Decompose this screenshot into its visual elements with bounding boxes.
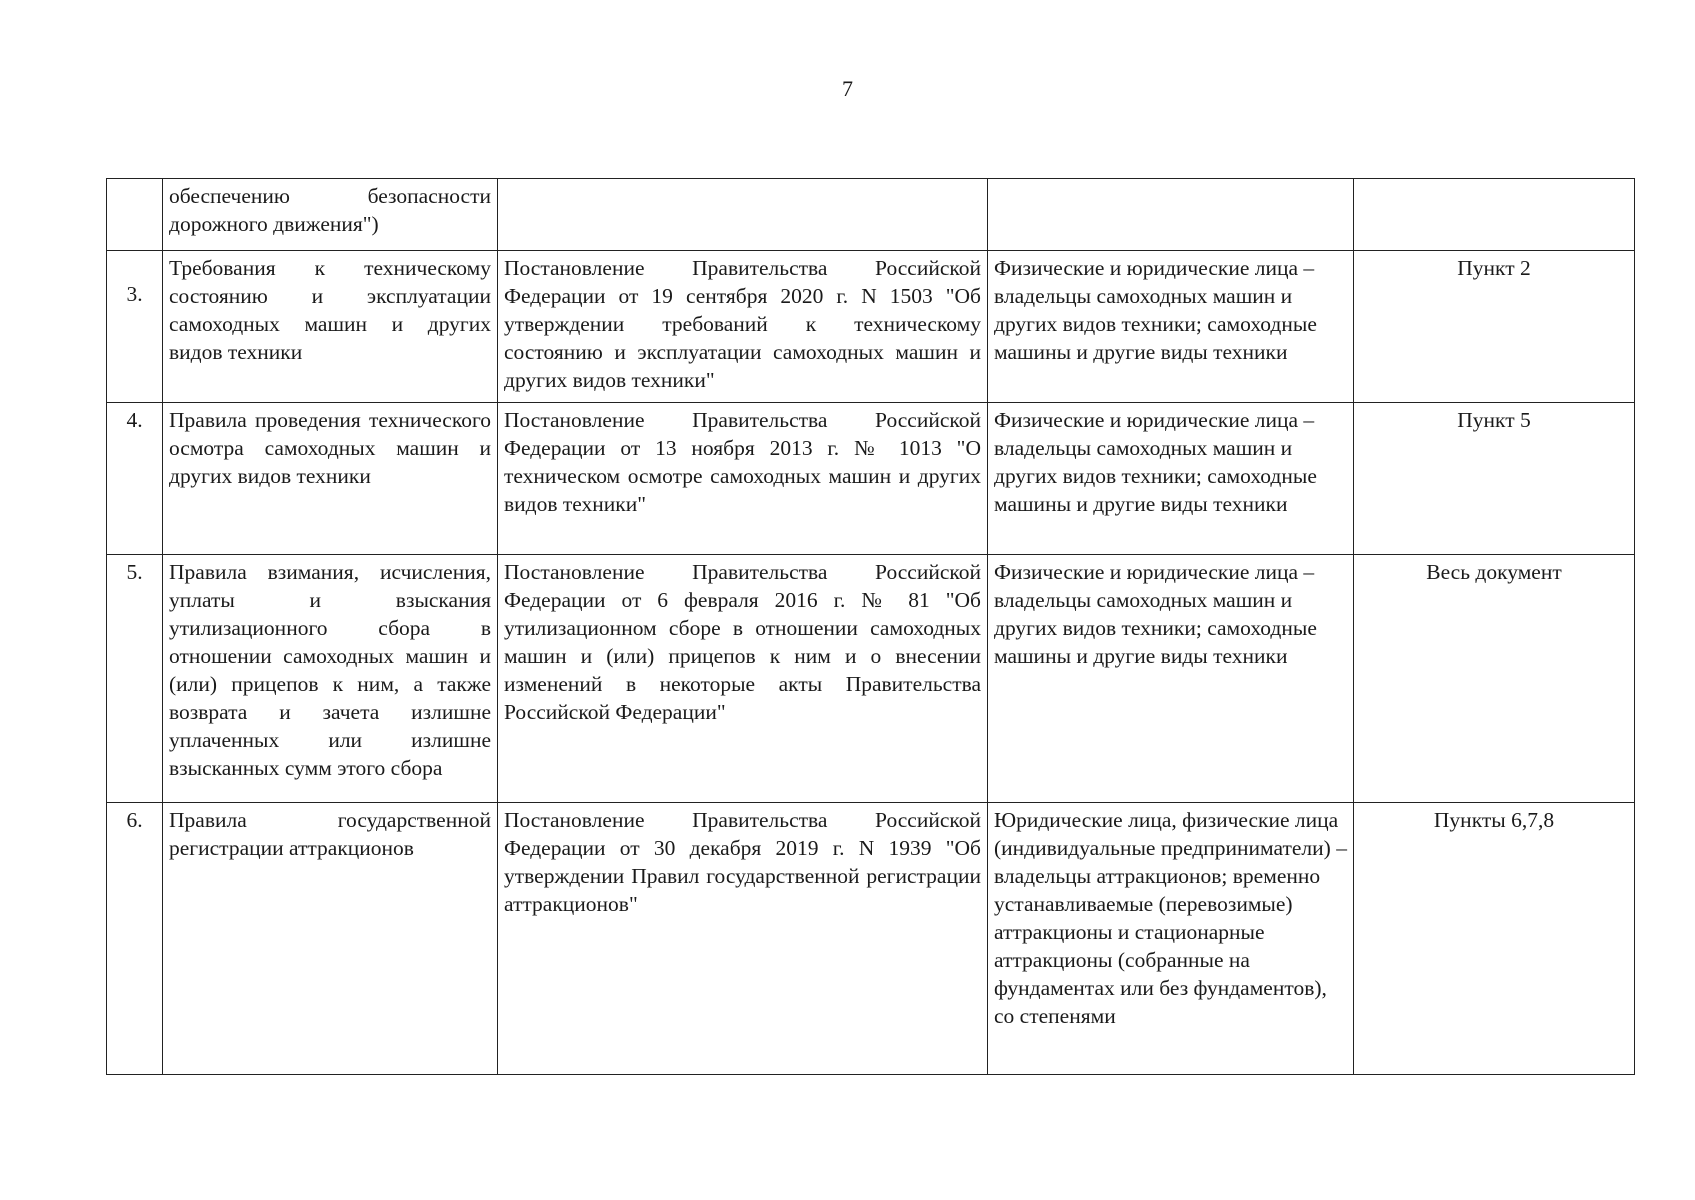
requirement-cell: Правила взимания, исчисления, уплаты и взыскания утилизационного сбора в отношении самоходных машин и (или) прицепов к ним, а также возврата и зачета излишне уплаченных или излишне взысканных сумм этого сбора [163, 555, 498, 803]
subjects-cell: Физические и юридические лица – владельцы самоходных машин и других видов техники; самоходные машины и другие виды техники [988, 403, 1354, 555]
table-row [107, 179, 1635, 251]
subjects-cell [988, 179, 1354, 251]
row-number-cell: 5. [107, 555, 163, 803]
table-row [107, 555, 1635, 803]
legal-act-cell [498, 179, 988, 251]
requirement-cell: Правила проведения технического осмотра самоходных машин и других видов техники [163, 403, 498, 555]
row-number-cell: 3. [107, 251, 163, 403]
requirement-cell: Требования к техническому состоянию и эксплуатации самоходных машин и других видов техники [163, 251, 498, 403]
clause-cell [1354, 179, 1635, 251]
subjects-cell: Физические и юридические лица – владельцы самоходных машин и других видов техники; самоходные машины и другие виды техники [988, 555, 1354, 803]
clause-cell: Пункты 6,7,8 [1354, 803, 1635, 1075]
table-row [107, 403, 1635, 555]
table-row [107, 251, 1635, 403]
legal-act-cell: Постановление Правительства Российской Федерации от 30 декабря 2019 г. N 1939 "Об утверждении Правил государственной регистрации аттракционов" [498, 803, 988, 1075]
subjects-cell: Юридические лица, физические лица (индивидуальные предприниматели) – владельцы аттракционов; временно устанавливаемые (перевозимые) аттракционы и стационарные аттракционы (собранные на фундаментах или без фундаментов), со степенями [988, 803, 1354, 1075]
clause-cell: Пункт 5 [1354, 403, 1635, 555]
requirement-cell: обеспечению безопасности дорожного движения") [163, 179, 498, 251]
row-number-cell: 4. [107, 403, 163, 555]
page-number: 7 [842, 76, 853, 101]
row-number-cell [107, 179, 163, 251]
clause-cell: Весь документ [1354, 555, 1635, 803]
requirement-cell: Правила государственной регистрации аттракционов [163, 803, 498, 1075]
legal-act-cell: Постановление Правительства Российской Федерации от 13 ноября 2013 г. № 1013 "О техническом осмотре самоходных машин и других видов техники" [498, 403, 988, 555]
table-row [107, 803, 1635, 1075]
subjects-cell: Физические и юридические лица – владельцы самоходных машин и других видов техники; самоходные машины и другие виды техники [988, 251, 1354, 403]
clause-cell: Пункт 2 [1354, 251, 1635, 403]
legal-act-cell: Постановление Правительства Российской Федерации от 19 сентября 2020 г. N 1503 "Об утверждении требований к техническому состоянию и эксплуатации самоходных машин и других видов техники" [498, 251, 988, 403]
legal-act-cell: Постановление Правительства Российской Федерации от 6 февраля 2016 г. № 81 "Об утилизационном сборе в отношении самоходных машин и (или) прицепов к ним и о внесении изменений в некоторые акты Правительства Российской Федерации" [498, 555, 988, 803]
regulation-table [106, 178, 1635, 1075]
row-number-cell: 6. [107, 803, 163, 1075]
